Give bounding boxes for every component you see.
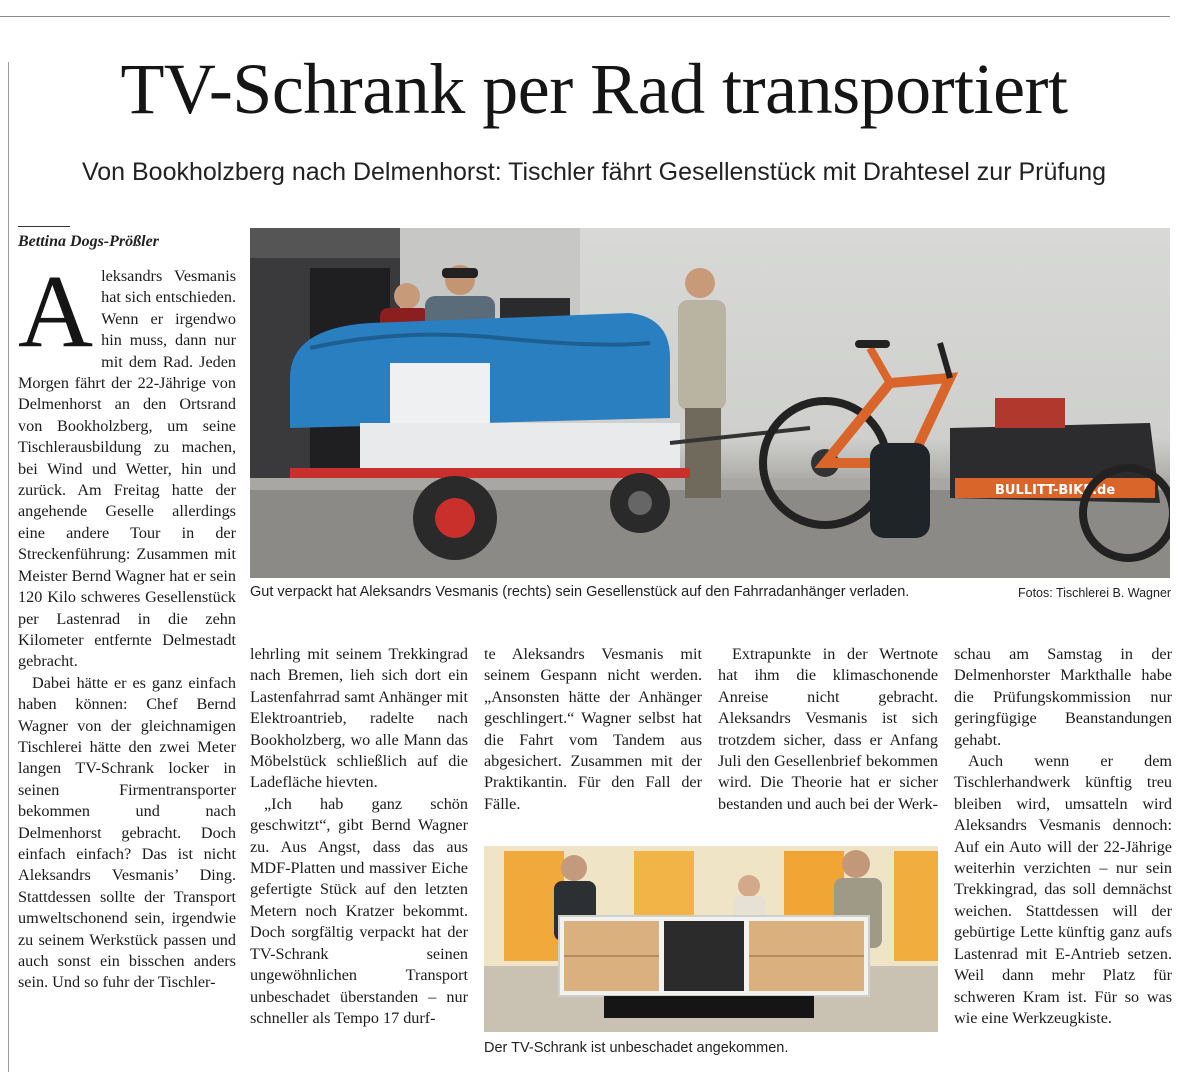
tv-cabinet-illustration — [484, 846, 938, 1032]
byline: Bettina Dogs-Prößler — [18, 233, 159, 250]
photo-caption-second: Der TV-Schrank ist unbeschadet angekommen. — [484, 1040, 789, 1056]
article-column-3 — [484, 644, 702, 815]
paragraph-text: leksandrs Vesmanis hat sich entschieden. Wenn er irgendwo hin muss, dann nur mit dem Rad. Jeden Morgen fährt der 22-Jährige von Delmenhorst an den Ortsrand von Bookholzberg, um seine Tischlerausbildung zu machen, bei Wind und Wetter, hin und zurück. Am Freitag hatte der angehende Geselle allerdings eine andere Tour in der Streckenführung: Zusammen mit Meister Bernd Wagner hat er sein 120 Kilo schweres Gesellenstück per Lastenrad in die zehn Kilometer entfernte Delmestadt gebracht. — [18, 267, 236, 671]
article-column-5 — [954, 644, 1172, 1029]
paragraph: schau am Samstag in der Delmenhorster Markthalle habe die Prüfungskommission nur geringfügige Beanstandungen gehabt. — [954, 645, 1172, 749]
paragraph — [18, 254, 236, 673]
paragraph: „Ich hab ganz schön geschwitzt“, gibt Bernd Wagner zu. Aus Angst, dass das aus MDF-Platten und massiver Eiche gefertigte Stück auf den letzten Metern noch Kratzer bekommt. Doch sorgfältig verpackt hat der TV-Schrank seinen ungewöhnlichen Transport unbeschadet überstanden – nur schneller als Tempo 17 durf- — [250, 794, 468, 1027]
cargo-bike-illustration — [250, 228, 1170, 578]
paragraph: Extrapunkte in der Wertnote hat ihm die klimaschonende Anreise nicht gebracht. Aleksandrs Vesmanis ist sich trotzdem sicher, dass er Anfang Juli den Gesellenbrief bekommen wird. Die Theorie hat er sicher bestanden und auch bei der Werk- — [718, 645, 938, 813]
byline-rule — [18, 226, 70, 227]
paragraph: Dabei hätte er es ganz einfach haben können: Chef Bernd Wagner von der gleichnamigen Tischlerei hätte den zwei Meter langen TV-Schrank locker in seinen Firmentransporter bekommen und nach Delmenhorst gebracht. Doch einfach einfach? Das ist nicht Aleksandrs Vesmanis’ Ding. Stattdessen sollte der Transport umweltschonend sein, irgendwie zu seinem Werkstück passen und auch sonst ein bisschen anders sein. Und so fuhr der Tischler- — [18, 673, 236, 992]
photo-caption: Gut verpackt hat Aleksandrs Vesmanis (rechts) sein Gesellenstück auf den Fahrradanhänger verladen. — [250, 584, 910, 600]
drop-cap: A — [18, 254, 94, 369]
top-rule — [0, 16, 1170, 17]
column-rule — [8, 62, 9, 1072]
photo-credit: Fotos: Tischlerei B. Wagner — [1018, 586, 1172, 600]
paragraph: te Aleksandrs Vesmanis mit seinem Gespann nicht werden. „Ansonsten hätte der Anhänger geschlingert.“ Wagner selbst hat die Fahrt vom Tandem aus abgesichert. Zusammen mit der Praktikantin. Für den Fall der Fälle. — [484, 645, 702, 813]
article-column-4 — [718, 644, 938, 815]
subheadline: Von Bookholzberg nach Delmenhorst: Tischler fährt Gesellenstück mit Drahtesel zur Prüfung — [81, 158, 1107, 186]
second-photo — [484, 846, 938, 1032]
paragraph: Auch wenn er dem Tischlerhandwerk künftig treu bleiben wird, umsatteln wird Aleksandrs Vesmanis dennoch: Auf ein Auto will der 22-Jährige weiterhin verzichten – nur sein Trekkingrad, das soll demnächst weichen. Stattdessen will der gebürtige Lette künftig ganz aufs Lastenrad mit E-Antrieb setzen. Weil dann mehr Platz für schweren Kram ist. Für so was wie eine Werkzeugkiste. — [954, 752, 1172, 1027]
bike-label: BULLITT-BIKE.de — [995, 483, 1116, 498]
paragraph: lehrling mit seinem Trekkingrad nach Bremen, lieh sich dort ein Lastenfahrrad samt Anhänger mit Elektroantrieb, radelte nach Bookholzberg, wo alle Mann das Möbelstück schließlich auf die Ladefläche hievten. — [250, 645, 468, 792]
article-column-1 — [18, 254, 236, 994]
headline: TV-Schrank per Rad transportiert — [120, 49, 1068, 129]
article-column-2 — [250, 644, 468, 1029]
main-photo — [250, 228, 1170, 578]
